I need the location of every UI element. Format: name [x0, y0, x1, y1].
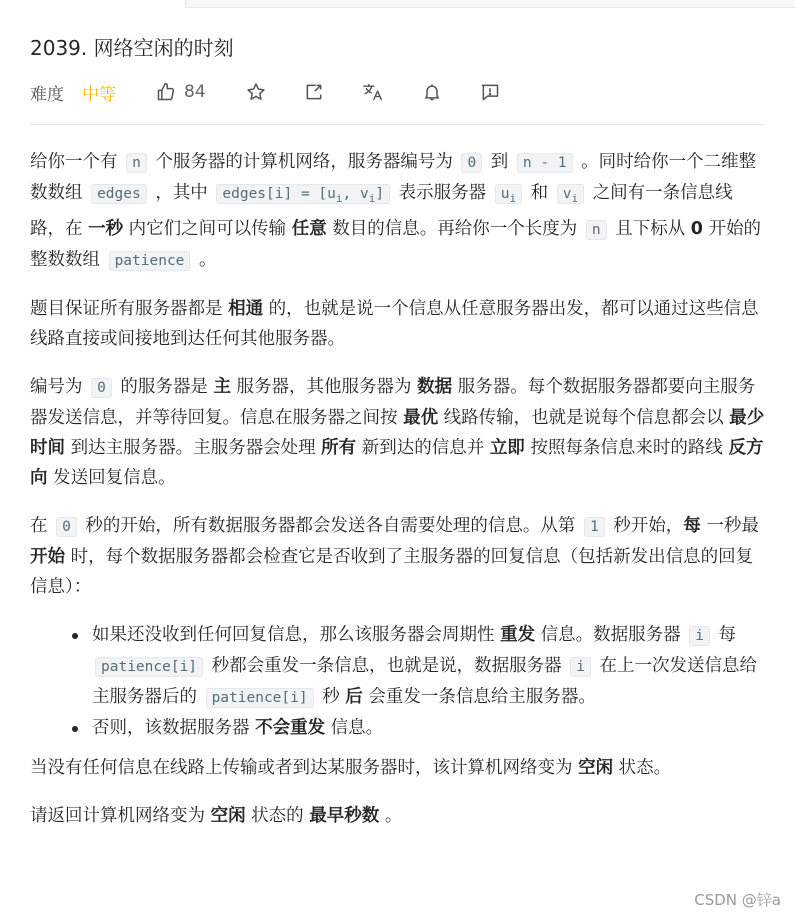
code-part: v	[562, 186, 572, 202]
paragraph-idle	[30, 753, 765, 783]
text: 否则，该数据服务器	[92, 717, 250, 738]
inline-code: edges	[91, 184, 147, 204]
like-count: 84	[184, 82, 206, 102]
bold-text: 任意	[291, 218, 327, 239]
text: 。同时给你一个二维整数数组	[30, 152, 757, 203]
rules-list	[30, 620, 765, 743]
inline-code: 0	[461, 153, 482, 173]
inline-code: i	[689, 626, 710, 646]
bold-text: 一秒	[88, 218, 124, 239]
text: 给你一个有	[30, 152, 118, 172]
inline-code-edges-def	[216, 184, 390, 204]
bold-text: 重发	[500, 624, 536, 645]
thumbs-up-icon	[156, 82, 176, 102]
inline-code: patience[i]	[206, 688, 314, 708]
text: 编号为	[30, 376, 83, 397]
inline-code: n - 1	[517, 153, 573, 173]
inline-code: patience	[109, 251, 191, 271]
code-part: , v	[342, 186, 369, 202]
text: 一秒最	[706, 515, 759, 536]
text: 服务器，其他服务器为	[236, 376, 412, 397]
translate-icon	[362, 82, 384, 102]
text: 秒开始，	[613, 515, 684, 536]
bold-text: 最早秒数	[309, 805, 380, 826]
share-icon	[304, 82, 324, 102]
code-part: ]	[375, 186, 385, 202]
text: 秒的开始，所有数据服务器都会发送各自需要处理的信息。从第	[85, 515, 576, 536]
text: 数目的信息。再给你一个长度为	[332, 218, 578, 239]
top-tab-strip	[0, 0, 795, 8]
text: 和	[530, 183, 549, 203]
subscript: i	[368, 191, 376, 205]
bold-text: 立即	[489, 437, 525, 458]
text: 之间有一条信息线路，在	[30, 183, 733, 239]
text: 服务器。每个数据服务器都要向主服务器发送信息，并等待回复。信息在服务器之间按	[30, 376, 756, 428]
bold-text: 反方向	[30, 437, 764, 488]
share-button[interactable]	[304, 82, 324, 102]
bold-text: 每	[683, 515, 701, 536]
text: 时，每个数据服务器都会检查它是否收到了主服务器的回复信息（包括新发出信息的回复信息）：	[30, 546, 754, 597]
star-icon	[246, 82, 266, 102]
text: 到达主服务器。主服务器会处理	[70, 437, 316, 458]
paragraph-servers	[30, 372, 765, 493]
paragraph-return	[30, 801, 765, 831]
list-item	[92, 713, 765, 743]
text: 的服务器是	[120, 376, 208, 397]
favorite-button[interactable]	[246, 82, 266, 102]
bold-text: 不会重发	[255, 717, 326, 738]
bold-text: 后	[345, 686, 363, 707]
bold-text: 相通	[228, 298, 264, 319]
list-item	[92, 620, 765, 713]
text: 的，也就是说一个信息从任意服务器出发，都可以通过这些信息线路直接或间接地到达任何其他服务器。	[30, 298, 759, 349]
text: 每	[718, 624, 737, 645]
bold-text: 最少时间	[30, 407, 765, 458]
problem-title: 2039. 网络空闲的时刻	[30, 36, 234, 60]
inline-code: i	[570, 657, 591, 677]
text: 在	[30, 515, 48, 536]
inactive-tab[interactable]	[185, 0, 795, 8]
text: 且下标从	[615, 218, 686, 239]
text: 到	[490, 152, 509, 172]
text: 状态。	[618, 757, 672, 778]
text: 秒	[322, 686, 340, 707]
bold-text: 空闲	[210, 805, 246, 826]
bold-text: 空闲	[578, 757, 614, 778]
code-part: edges[i] = [u	[222, 186, 336, 202]
text: 会重发一条信息给主服务器。	[368, 686, 596, 707]
notify-button[interactable]	[422, 82, 442, 102]
text: 信息。数据服务器	[540, 624, 681, 645]
problem-description	[30, 147, 765, 831]
bell-icon	[422, 82, 442, 102]
text: 。	[199, 249, 217, 270]
text: 在上一次发送信息给主服务器后的	[92, 655, 757, 707]
text: 开始的整数数组	[30, 218, 762, 270]
text: 内它们之间可以传输	[128, 218, 287, 239]
text: 信息。	[330, 717, 384, 738]
bold-text: 最优	[403, 407, 439, 428]
subscript: i	[509, 191, 517, 205]
inline-code: 1	[584, 517, 605, 537]
difficulty-badge: 中等	[82, 84, 116, 105]
inline-code: n	[126, 153, 147, 173]
text: 状态的	[251, 805, 304, 826]
text: ，其中	[155, 183, 208, 203]
paragraph-connectivity	[30, 294, 765, 354]
text: 个服务器的计算机网络，服务器编号为	[155, 152, 453, 172]
bold-text: 开始	[30, 546, 65, 567]
problem-toolbar	[30, 72, 765, 112]
code-part: u	[500, 186, 510, 202]
inline-code: patience[i]	[95, 657, 203, 677]
csdn-watermark: CSDN @锌a	[694, 891, 781, 909]
text: 秒都会重发一条信息，也就是说，数据服务器	[211, 655, 562, 676]
bold-text: 数据	[417, 376, 453, 397]
feedback-icon	[480, 82, 500, 102]
inline-code: 0	[91, 378, 112, 398]
text: 。	[384, 805, 403, 826]
text: 新到达的信息并	[361, 437, 485, 458]
subscript: i	[571, 191, 579, 205]
inline-code: 0	[56, 517, 77, 537]
like-button[interactable]	[156, 82, 206, 102]
text: 发送回复信息。	[53, 467, 176, 488]
text: 线路传输，也就是说每个信息都会以	[443, 407, 724, 428]
problem-panel	[30, 30, 765, 849]
bold-text: 所有	[321, 437, 357, 458]
divider	[30, 124, 765, 125]
text: 请返回计算机网络变为	[30, 805, 205, 826]
text: 表示服务器	[398, 183, 487, 203]
text: 按照每条信息来时的路线	[530, 437, 723, 458]
translate-button[interactable]	[362, 82, 384, 102]
inline-code	[495, 184, 522, 204]
bold-text: 0	[690, 218, 703, 239]
paragraph-timing	[30, 511, 765, 602]
text: 如果还没收到任何回复信息，那么该服务器会周期性	[92, 624, 495, 645]
difficulty-label: 难度	[30, 84, 64, 105]
text: 题目保证所有服务器都是	[30, 298, 223, 319]
text: 当没有任何信息在线路上传输或者到达某服务器时，该计算机网络变为	[30, 757, 573, 778]
inline-code: n	[586, 220, 607, 240]
inline-code	[557, 184, 584, 204]
bold-text: 主	[213, 376, 231, 397]
paragraph-intro	[30, 147, 765, 276]
subscript: i	[335, 191, 343, 205]
feedback-button[interactable]	[480, 82, 500, 102]
